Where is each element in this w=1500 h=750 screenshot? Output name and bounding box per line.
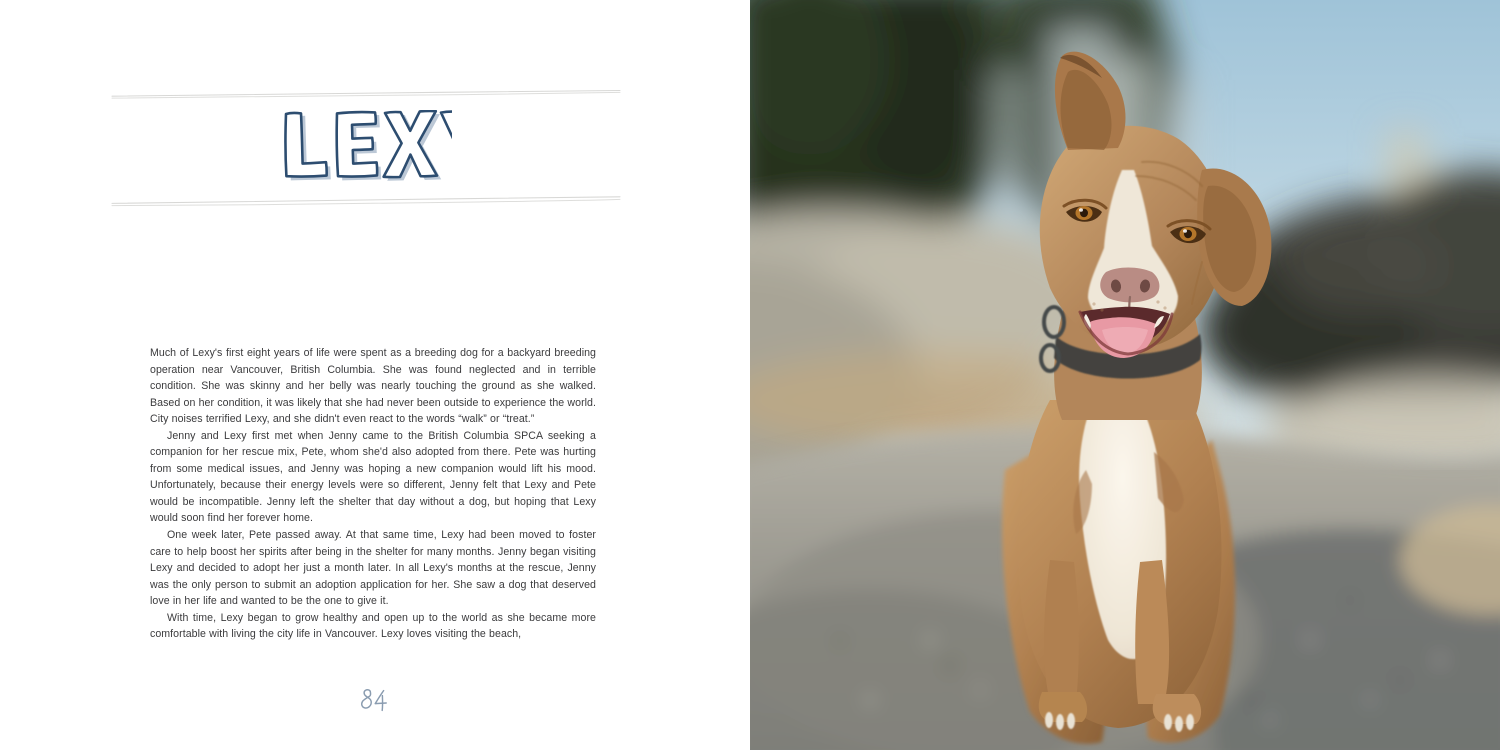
dog-photograph	[750, 0, 1500, 750]
right-page-photo	[750, 0, 1500, 750]
body-paragraph: Jenny and Lexy first met when Jenny came to the British Columbia SPCA seeking a companion for her rescue mix, Pete, whom she'd also adopted from there. Pete was hurting from some medical issues, and Jenny was hoping a new companion would lift his mood. Unfortunately, because their energy levels were so different, Jenny felt that Lexy and Pete would be incompatible. Jenny left the shelter that day without a dog, but hoping that Lexy would soon find her forever home.	[150, 429, 596, 525]
story-body-text	[150, 345, 596, 643]
body-paragraph: With time, Lexy began to grow healthy and open up to the world as she became more comfortable with living the city life in Vancouver. Lexy loves visiting the beach,	[150, 611, 596, 641]
title-rule-top	[112, 90, 620, 100]
page-number	[0, 688, 750, 719]
body-paragraph: Much of Lexy's first eight years of life were spent as a breeding dog for a backyard breeding operation near Vancouver, British Columbia. She was found neglected and in terrible condition. She was skinny and her belly was nearly touching the ground as she walked. Based on her condition, it was likely that she had never been outside to experience the world. City noises terrified Lexy, and she didn't even react to the words “walk” or “treat.”	[150, 347, 596, 426]
chapter-title	[112, 104, 620, 190]
body-paragraph: One week later, Pete passed away. At that same time, Lexy had been moved to foster care to help boost her spirits after being in the shelter for many months. Jenny began visiting Lexy and decided to adopt her just a month later. In all Lexy's months at the rescue, Jenny was the only person to submit an adoption application for her. She saw a dog that deserved love in her life and wanted to be the one to give it.	[150, 529, 596, 608]
title-rule-bottom	[112, 196, 620, 206]
